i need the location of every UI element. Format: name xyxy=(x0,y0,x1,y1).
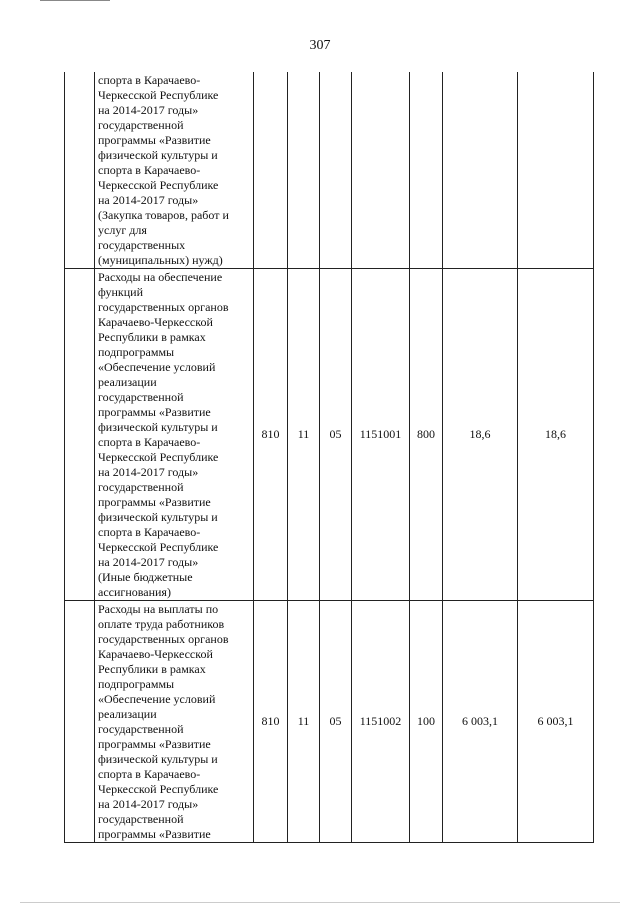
section-code-cell: 11 xyxy=(288,269,320,601)
description-cell: спорта в Карачаево- Черкесской Республике на 2014-2017 годы» государственной программы «Развитие физической культуры и спорта в Карачаево- Черкесской Республике на 2014-2017 годы» (Закупка товаров, работ и услуг для государственных (муниципальных) нужд) xyxy=(95,72,254,269)
budget-table xyxy=(64,72,594,843)
target-article-cell: 1151001 xyxy=(352,269,410,601)
table-row xyxy=(65,72,594,269)
expense-type-cell: 100 xyxy=(410,601,443,843)
amount-cell: 6 003,1 xyxy=(443,601,518,843)
amount-cell: 6 003,1 xyxy=(518,601,594,843)
expense-type-cell: 800 xyxy=(410,269,443,601)
ministry-code-cell: 810 xyxy=(254,601,288,843)
target-article-cell: 1151002 xyxy=(352,601,410,843)
section-code-cell: 11 xyxy=(288,601,320,843)
amount-cell xyxy=(518,72,594,269)
expense-type-cell xyxy=(410,72,443,269)
subsection-code-cell xyxy=(320,72,352,269)
section-code-cell xyxy=(288,72,320,269)
table-row xyxy=(65,601,594,843)
ministry-code-cell: 810 xyxy=(254,269,288,601)
amount-cell: 18,6 xyxy=(518,269,594,601)
row-number-cell xyxy=(65,601,95,843)
subsection-code-cell: 05 xyxy=(320,269,352,601)
description-cell: Расходы на обеспечение функций государственных органов Карачаево-Черкесской Республики в рамках подпрограммы «Обеспечение условий реализации государственной программы «Развитие физической культуры и спорта в Карачаево- Черкесской Республике на 2014-2017 годы» государственной программы «Развитие физической культуры и спорта в Карачаево- Черкесской Республике на 2014-2017 годы» (Иные бюджетные ассигнования) xyxy=(95,269,254,601)
amount-cell xyxy=(443,72,518,269)
amount-cell: 18,6 xyxy=(443,269,518,601)
page-number: 307 xyxy=(309,38,331,53)
subsection-code-cell: 05 xyxy=(320,601,352,843)
row-number-cell xyxy=(65,269,95,601)
table-row xyxy=(65,269,594,601)
scan-edge-mark xyxy=(20,902,620,903)
ministry-code-cell xyxy=(254,72,288,269)
description-cell: Расходы на выплаты по оплате труда работников государственных органов Карачаево-Черкесской Республики в рамках подпрограммы «Обеспечение условий реализации государственной программы «Развитие физической культуры и спорта в Карачаево- Черкесской Республике на 2014-2017 годы» государственной программы «Развитие xyxy=(95,601,254,843)
row-number-cell xyxy=(65,72,95,269)
scan-edge-mark xyxy=(40,0,110,1)
target-article-cell xyxy=(352,72,410,269)
